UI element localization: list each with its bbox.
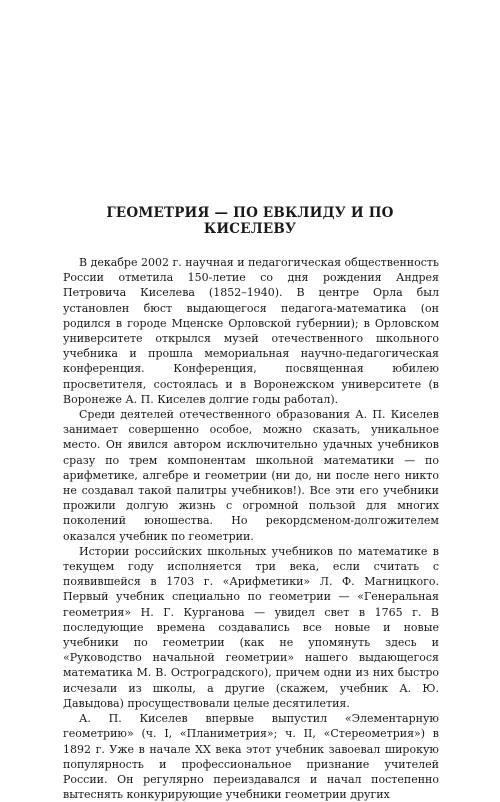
paragraph: А. П. Киселев впервые выпустил «Элементарную геометрию» (ч. I, «Планиметрия»; ч. II, «Стереометрия») в 1892 г. Уже в начале XX века этот учебник завоевал широкую популярность и профессиональное признание учителей России. Он регулярно переиздавался и начал постепенно вытеснять конкурирующие учебники геометрии других <box>63 712 439 802</box>
paragraph: Истории российских школьных учебников по математике в текущем году исполняется три века, если считать с появившейся в 1703 г. «Арифметики» Л. Ф. Магницкого. Первый учебник специально по геометрии — «Генеральная геометрия» Н. Г. Курганова — увидел свет в 1765 г. В последующие времена создавались все новые и новые учебники по геометрии (как не упомянуть здесь и «Руководство начальной геометрии» нашего выдающегося математика М. В. Остроградского), причем одни из них быстро исчезали из школы, а другие (скажем, учебник А. Ю. Давыдова) просуществовали целые десятилетия. <box>63 544 439 710</box>
document-body <box>63 255 439 802</box>
document-title: ГЕОМЕТРИЯ — ПО ЕВКЛИДУ И ПО КИСЕЛЕВУ <box>106 205 394 237</box>
paragraph: В декабре 2002 г. научная и педагогическая общественность России отметила 150-летие со дня рождения Андрея Петровича Киселева (1852–1940). В центре Орла был установлен бюст выдающегося педагога-математика (он родился в городе Мценске Орловской губернии); в Орловском университете открылся музей отечественного школьного учебника и прошла мемориальная научно-педагогическая конференция. Конференция, посвященная юбилею просветителя, состоялась и в Воронежском университете (в Воронеже А. П. Киселев долгие годы работал). <box>63 256 439 406</box>
paragraph: Среди деятелей отечественного образования А. П. Киселев занимает совершенно особое, можно сказать, уникальное место. Он явился автором исключительно удачных учебников сразу по трем компонентам школьной математики — по арифметике, алгебре и геометрии (ни до, ни после него никто не создавал такой палитры учебников!). Все эти его учебники прожили долгую жизнь с огромной пользой для многих поколений юношества. Но рекордсменом-долгожителем оказался учебник по геометрии. <box>63 408 439 543</box>
